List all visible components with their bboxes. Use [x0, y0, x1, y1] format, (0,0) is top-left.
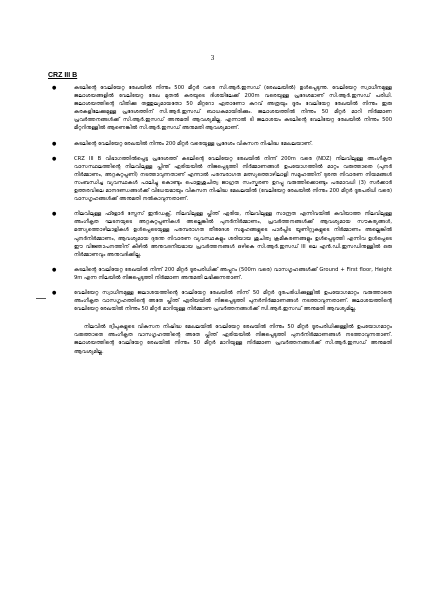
bullet-item: ● നിലവിലുള്ള ഫ്ളോർ സ്പേസ് ഇൻഡക്സ്, നിലവിലുള്ള പ്ലിന്ത് ഏരിയ, നിലവിലുള്ള സാന്ദ്രത എന്നിവയിൽ കവിയാത്ത നിലവിലുള്ള അംഗീകൃത ഘടനയുടെ അറ്റകുറ്റപ്പണികൾ അല്ലെങ്കിൽ പുനർനിർമ്മാണം, പ്രവർത്തനങ്ങൾക്ക് ആവശ്യമായ സൗകര്യങ്ങൾ, മത്സ്യത്തൊഴിലാളികൾ ഉൾപ്പെടെയുള്ള പരമ്പരാഗത തീരദേശ സമൂഹങ്ങളുടെ പാർപ്പിട യൂണിറ്റുകളുടെ നിർമ്മാണം അല്ലെങ്കിൽ പുനർനിർമ്മാണം, ആവശ്യമായ ദുരന്ത നിവാരണ വ്യവസ്ഥകളും ശരിയായ ശുചിത്വ ക്രമീകരണങ്ങളും ഉൾപ്പെടുത്തി എന്നിവ ഉൾപ്പെടെ ഈ വിജ്ഞാപനത്തിന് കീഴിൽ അനുവദനീയമായ പ്രവർത്തനങ്ങൾ ഒഴികെ സി.ആർ.ഇസഡ് III ലെ എൻ.ഡി.ഇസഡിനുള്ളിൽ ഒരു നിർമ്മാണവും അനുവദിക്കില്ല.	[52, 210, 392, 259]
closing-paragraph: നിലവിൽ ദ്വീപുകളുടെ വികസന നിഷിദ്ധ മേഖലയിൽ വേലിയേറ്റ രേഖയിൽ നിന്നും 50 മീറ്റർ ദൂരപരിധിക്കുള്ളിൽ ഉപയോഗമാറ്റം വരുത്താതെ അംഗീകൃത വാസഗൃഹത്തിന്റെ അതേ പ്ലിന്ത് ഏരിയയിൽ നിജപ്പെടുത്തി പുനർനിർമ്മാണങ്ങൾ നടത്താവുന്നതാണ്. ജലാശയത്തിന്റെ വേലിയേറ്റ രേഖയിൽ നിന്നും 50 മീറ്റർ മാറിയുള്ള നിർമ്മാണ പ്രവർത്തനങ്ങൾക്ക് സി.ആർ.ഇസഡ് അനുമതി ആവശ്യമില്ല.	[74, 324, 392, 355]
bullet-item: ● CRZ III B വിഭാഗത്തിൽപ്പെട്ട പ്രദേശത്ത് കടലിന്റെ വേലിയേറ്റ രേഖയിൽ നിന്ന് 200m വരെ (NDZ) നിലവിലുള്ള അംഗീകൃത വാസസ്ഥലത്തിന്റെ നിലവിലുള്ള പ്ലിന്ത് ഏരിയയിൽ നിജപ്പെടുത്തി നിർമ്മാണങ്ങൾ ഉപയോഗത്തിൽ മാറ്റം വരുത്താതെ (പുനർ നിർമ്മാണം, അറ്റകുറ്റപ്പണി) നടത്താവുന്നതാണ് എന്നാൽ പരമ്പരാഗത മത്സ്യത്തൊഴിലാളി സമൂഹത്തിന് ദുരന്ത നിവാരണ നിയമങ്ങൾ സംബന്ധിച്ച വ്യവസ്ഥകൾ പാലിച്ചു കൊണ്ടും പൊതുശുചിത്വ ജാഗ്രത സംസ്കരണ ഉറപ്പു വരുത്തിക്കൊണ്ടും പരമാവധി (3) സർക്കാർ ഉത്തരവിലെ മാനദണ്ഡങ്ങൾക്ക് വിധേയമായും വികസന നിഷിദ്ധ മേഖലയിൽ (വേലിയേറ്റ രേഖയിൽ നിന്നും 200 മീറ്റർ ദൂരപരിധി വരെ) വാസഗൃഹങ്ങൾക്ക് അനുമതി നൽകാവുന്നതാണ്.	[52, 155, 392, 204]
bullet-item: ● കടലിന്റെ വേലിയേറ്റ രേഖയിൽ നിന്നും 200 മീറ്റർ വരെയുള്ള പ്രദേശം വികസന നിഷിദ്ധ മേഖലയാണ്.	[52, 140, 392, 148]
bullet-item: ● വേലിയേറ്റ സ്വാധീനമുള്ള ജലാശയത്തിന്റെ വേലിയേറ്റ രേഖയിൽ നിന്ന് 50 മീറ്റർ ദൂരപരിധിക്കുള്ളിൽ ഉപയോഗമാറ്റം വരുത്താതെ അംഗീകൃത വാസഗൃഹത്തിന്റെ അതേ പ്ലിന്ത് ഏരിയയിൽ നിജപ്പെടുത്തി പുനർനിർമ്മാണങ്ങൾ നടത്താവുന്നതാണ്. ജലാശയത്തിന്റെ വേലിയേറ്റ രേഖയിൽ നിന്നും 50 മീറ്റർ മാറിയുള്ള നിർമ്മാണ പ്രവർത്തനങ്ങൾക്ക് സി.ആർ.ഇസഡ് അനുമതി ആവശ്യമില്ല.	[52, 289, 392, 313]
bullet-item: ● കടലിന്റെ വേലിയേറ്റ രേഖയിൽ നിന്നും 500 മീറ്റർ വരെ സി.ആർ.ഇസഡ് (രേഖലയിൽ) ഉൾപ്പെടുന്നു. വേലിയേറ്റ സ്വാധീനമുള്ള ജലാശയങ്ങളിൽ വേലിയേറ്റ രേഖ മുതൽ കരയുടെ ദിശയിലേക്ക് 200m വരെയുള്ള പ്രദേശമാണ് സി.ആർ.ഇസഡ് പരിധി. ജലാശയത്തിന്റെ വീതിക്കു തത്തുല്യമായതോ 50 മീറ്ററോ ഏതാണോ കുറവ് അത്രയും ദൂരം വേലിയേറ്റ രേഖയിൽ നിന്നും ഇരു കരകളിലേക്കുമുള്ള പ്രദേശത്തിന് സി.ആർ.ഇസഡ് ബാധകമായിരിക്കും. ജലാശയത്തിൽ നിന്നും 50 മീറ്റർ മാറി നിർമ്മാണ പ്രവർത്തനങ്ങൾക്ക് സി.ആർ.ഇസഡ് അനുമതി ആവശ്യമില്ല. എന്നാൽ ടി ജലാശയം കടലിന്റെ വേലിയേറ്റ രേഖയിൽ നിന്നും 500 മീറ്ററിനുള്ളിൽ ആണെങ്കിൽ സി.ആർ.ഇസഡ് അനുമതി ആവശ്യമാണ്.	[52, 84, 392, 133]
page-number: 3	[210, 54, 215, 62]
bullet-item: ● കടലിന്റെ വേലിയേറ്റ രേഖയിൽ നിന്ന് 200 മീറ്റർ ദൂരപരിധിക്ക് അപ്പുറം (500m വരെ) വാസഗൃഹങ്ങൾക്ക് Ground + First floor, Height 9m എന്ന നിലയിൽ നിജപ്പെടുത്തി നിർമ്മാണ അനുമതി ലഭിക്കുന്നതാണ്.	[52, 266, 392, 282]
section-heading: CRZ III B	[48, 72, 78, 79]
margin-mark	[36, 298, 46, 299]
bullet-list	[52, 84, 392, 356]
